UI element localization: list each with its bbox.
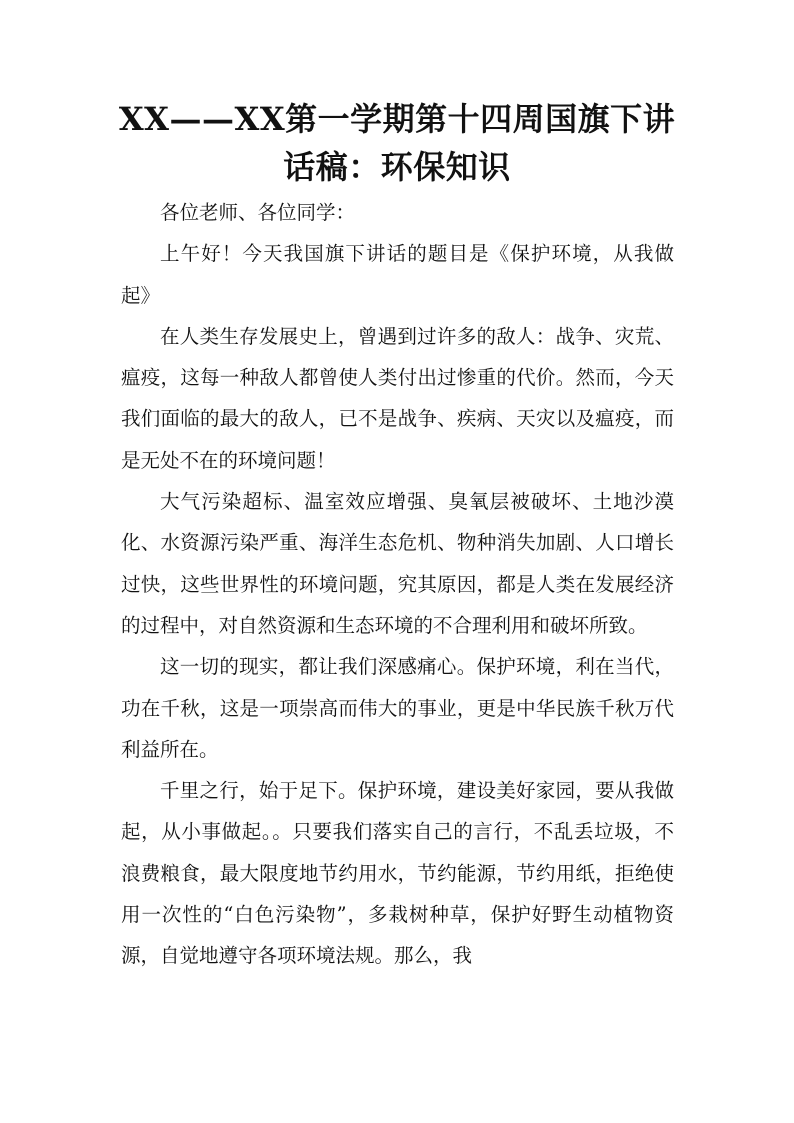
body-paragraph: 大气污染超标、温室效应增强、臭氧层被破坏、土地沙漠化、水资源污染严重、海洋生态危机、物种消失加剧、人口增长过快，这些世界性的环境问题，究其原因，都是人类在发展经济的过程中，对自然资源和生态环境的不合理利用和破坏所致。 — [121, 490, 674, 637]
document-title: XX——XX第一学期第十四周国旗下讲话稿：环保知识 — [118, 100, 676, 186]
greeting-paragraph: 上午好！今天我国旗下讲话的题目是《保护环境，从我做起》 — [121, 242, 674, 307]
salutation-paragraph: 各位老师、各位同学： — [160, 201, 356, 224]
body-paragraph: 在人类生存发展史上，曾遇到过许多的敌人：战争、灾荒、瘟疫，这每一种敌人都曾使人类付出过惨重的代价。然而，今天我们面临的最大的敌人，已不是战争、疾病、天灾以及瘟疫，而是无处不在的环境问题！ — [121, 324, 674, 472]
body-paragraph: 千里之行，始于足下。保护环境，建设美好家园，要从我做起，从小事做起。。只要我们落实自己的言行，不乱丢垃圾，不浪费粮食，最大限度地节约用水，节约能源，节约用纸，拒绝使用一次性的“白色污染物”，多栽树种草，保护好野生动植物资源，自觉地遵守各项环境法规。那么，我 — [121, 779, 674, 968]
document-body — [121, 192, 674, 977]
body-paragraph: 这一切的现实，都让我们深感痛心。保护环境，利在当代，功在千秋，这是一项崇高而伟大的事业，更是中华民族千秋万代利益所在。 — [121, 655, 674, 761]
